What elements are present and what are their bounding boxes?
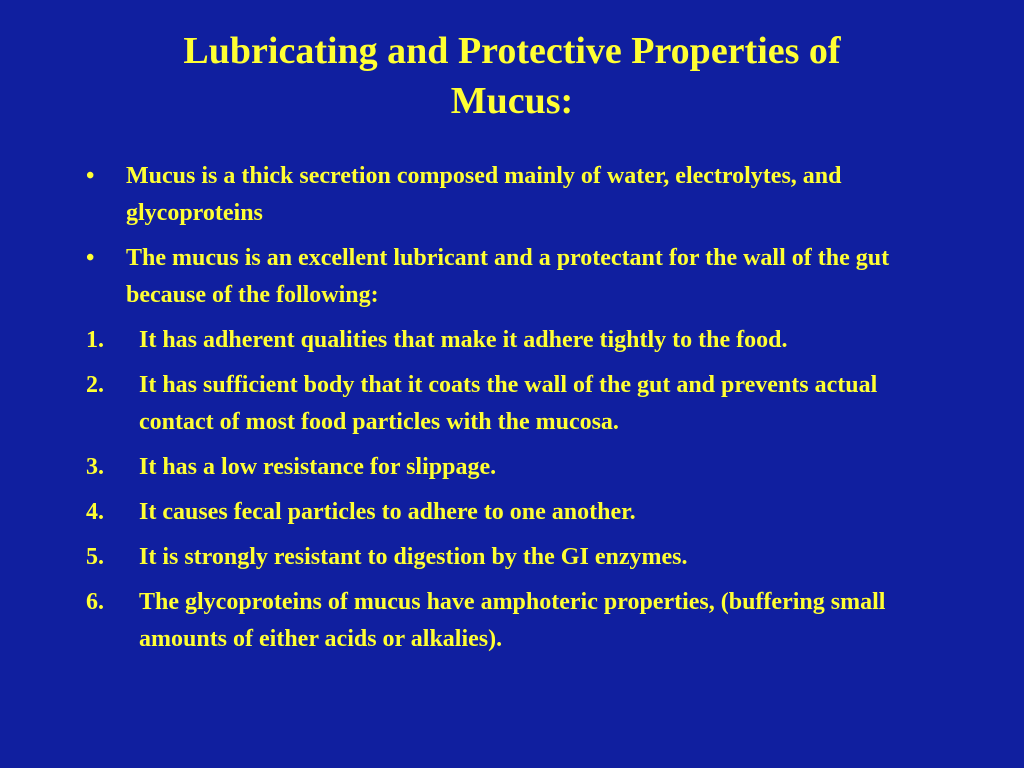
bullet-item: [0, 240, 1024, 314]
number-marker: 3.: [86, 454, 104, 480]
number-marker: 2.: [86, 372, 104, 398]
title-line-2: Mucus:: [450, 80, 574, 122]
bullet-marker: •: [86, 163, 95, 189]
numbered-item: [0, 367, 1024, 441]
numbered-text: It has adherent qualities that make it adhere tightly to the food.: [139, 327, 788, 353]
number-marker: 6.: [86, 589, 104, 615]
numbered-text: It is strongly resistant to digestion by the GI enzymes.: [139, 544, 688, 570]
numbered-text: The glycoproteins of mucus have amphoteric properties, (buffering small amounts of either acids or alkalies).: [139, 589, 886, 652]
numbered-item: [0, 584, 1024, 658]
bullet-text: The mucus is an excellent lubricant and a protectant for the wall of the gut because of the following:: [126, 245, 890, 308]
numbered-text: It has sufficient body that it coats the wall of the gut and prevents actual contact of most food particles with the mucosa.: [139, 372, 878, 435]
slide-title: [60, 26, 964, 126]
numbered-item: [0, 449, 1024, 486]
numbered-text: It causes fecal particles to adhere to one another.: [139, 499, 636, 525]
number-marker: 4.: [86, 499, 104, 525]
numbered-text: It has a low resistance for slippage.: [139, 454, 497, 480]
number-marker: 5.: [86, 544, 104, 570]
numbered-item: [0, 539, 1024, 576]
title-line-1: Lubricating and Protective Properties of: [183, 30, 841, 72]
numbered-item: [0, 322, 1024, 359]
bullet-text: Mucus is a thick secretion composed mainly of water, electrolytes, and glycoproteins: [126, 163, 842, 226]
numbered-item: [0, 494, 1024, 531]
number-marker: 1.: [86, 327, 104, 353]
slide-content: [0, 158, 1024, 666]
bullet-marker: •: [86, 245, 95, 271]
bullet-item: [0, 158, 1024, 232]
